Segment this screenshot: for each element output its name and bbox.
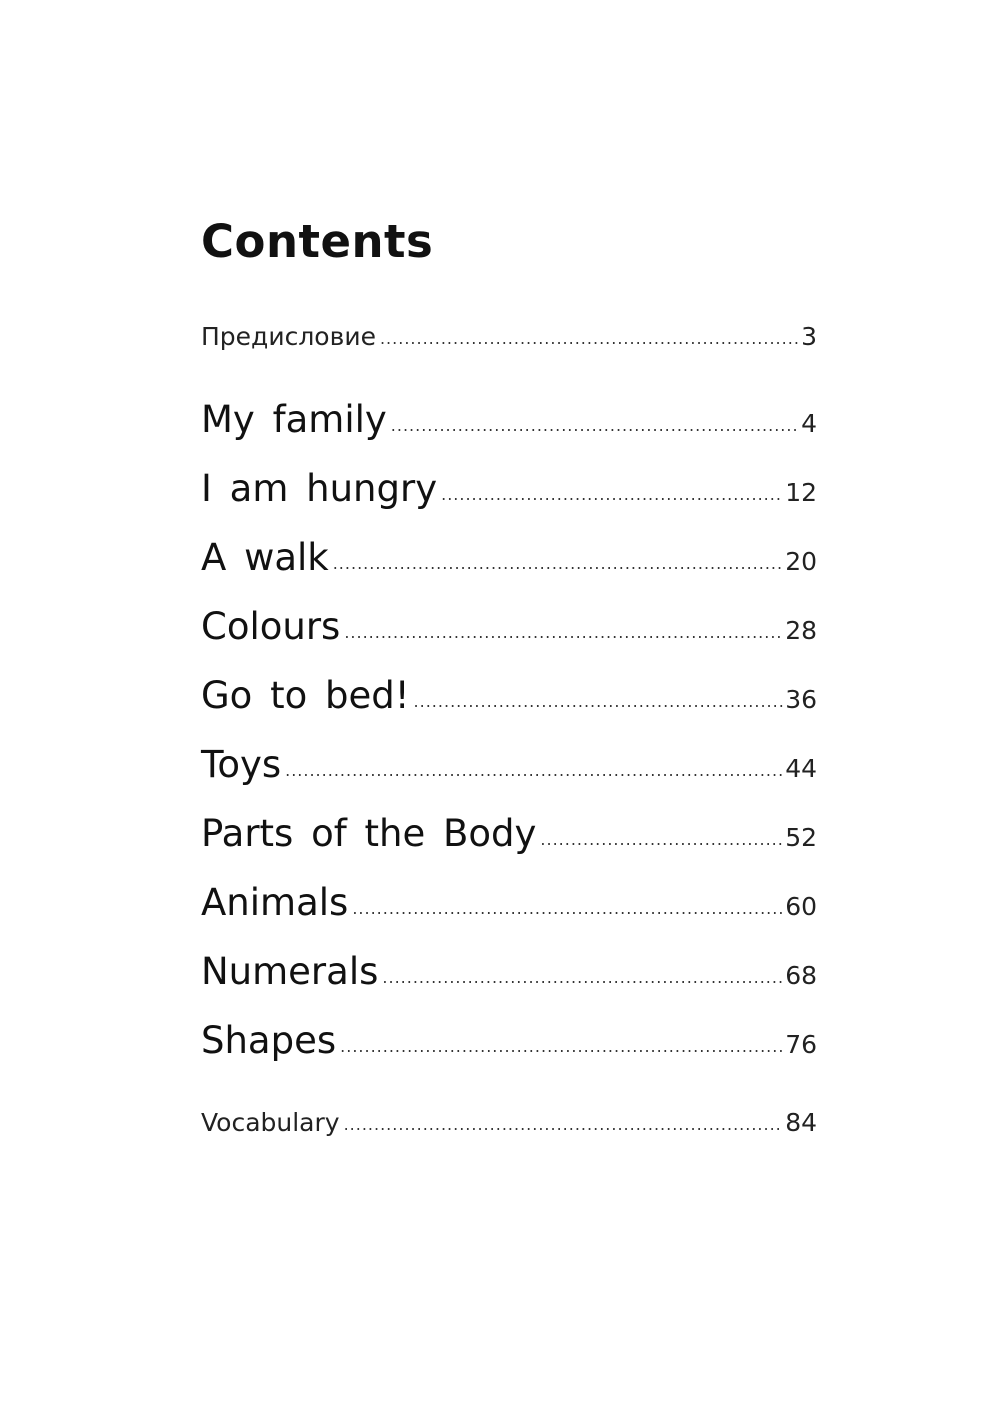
toc-entry-page-number: 52 xyxy=(785,823,817,852)
dot-leader xyxy=(391,416,799,435)
dot-leader xyxy=(285,761,783,780)
dot-leader xyxy=(380,329,799,348)
dot-leader xyxy=(333,554,783,573)
toc-entry-title: Vocabulary xyxy=(201,1108,340,1137)
toc-entry-title: My family xyxy=(201,398,387,441)
toc-entry-page-number: 20 xyxy=(785,547,817,576)
toc-entry-page-number: 60 xyxy=(785,892,817,921)
toc-entry-title: I am hungry xyxy=(201,467,438,510)
toc-entry-title: Colours xyxy=(201,605,341,648)
toc-entry-page-number: 4 xyxy=(801,409,817,438)
toc-entry-a-walk[interactable] xyxy=(201,536,817,579)
toc-entry-colours[interactable] xyxy=(201,605,817,648)
toc-entry-numerals[interactable] xyxy=(201,950,817,993)
toc-entry-page-number: 84 xyxy=(785,1108,817,1137)
toc-entry-page-number: 3 xyxy=(801,322,817,351)
toc-entry-go-to-bed[interactable] xyxy=(201,674,817,717)
dot-leader xyxy=(441,485,783,504)
toc-entry-vocabulary[interactable] xyxy=(201,1108,817,1137)
toc-entry-my-family[interactable] xyxy=(201,398,817,441)
toc-entry-title: Animals xyxy=(201,881,349,924)
toc-entry-page-number: 76 xyxy=(785,1030,817,1059)
dot-leader xyxy=(344,1115,784,1134)
toc-entry-title: Parts of the Body xyxy=(201,812,537,855)
toc-entry-title: Предисловие xyxy=(201,322,376,351)
dot-leader xyxy=(340,1037,783,1056)
toc-entry-page-number: 12 xyxy=(785,478,817,507)
toc-entry-animals[interactable] xyxy=(201,881,817,924)
dot-leader xyxy=(344,623,783,642)
toc-entry-toys[interactable] xyxy=(201,743,817,786)
toc-entry-page-number: 68 xyxy=(785,961,817,990)
toc-entry-i-am-hungry[interactable] xyxy=(201,467,817,510)
toc-entry-title: Toys xyxy=(201,743,282,786)
toc-entry-title: Numerals xyxy=(201,950,379,993)
toc-entry-preface[interactable] xyxy=(201,322,817,351)
dot-leader xyxy=(540,830,783,849)
toc-entry-page-number: 44 xyxy=(785,754,817,783)
dot-leader xyxy=(414,692,784,711)
toc-entry-page-number: 36 xyxy=(785,685,817,714)
toc-entry-title: Go to bed! xyxy=(201,674,410,717)
toc-entry-shapes[interactable] xyxy=(201,1019,817,1062)
contents-heading: Contents xyxy=(201,215,434,268)
toc-entry-page-number: 28 xyxy=(785,616,817,645)
toc-entry-title: Shapes xyxy=(201,1019,337,1062)
toc-entry-parts-of-the-body[interactable] xyxy=(201,812,817,855)
toc-entry-title: A walk xyxy=(201,536,329,579)
dot-leader xyxy=(382,968,783,987)
dot-leader xyxy=(352,899,783,918)
